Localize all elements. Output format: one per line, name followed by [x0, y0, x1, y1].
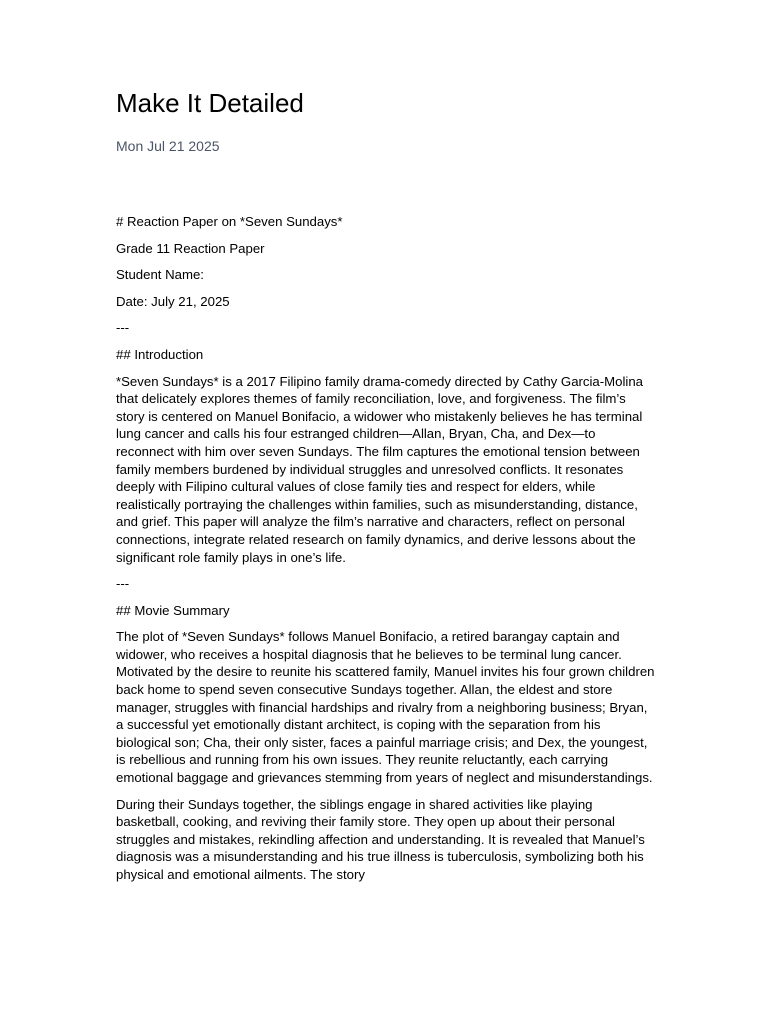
summary-paragraph: The plot of *Seven Sundays* follows Manuel Bonifacio, a retired barangay captain and widower, who receives a hospital diagnosis that he believes to be terminal lung cancer. Motivated by the desire to reunite his scattered family, Manuel invites his four grown children back home to spend seven consecutive Sundays together. Allan, the eldest and store manager, struggles with financial hardships and rivalry from a neighboring business; Bryan, a successful yet emotionally distant architect, is coping with the separation from his biological son; Cha, their only sister, faces a painful marriage crisis; and Dex, the youngest, is rebellious and running from his own issues. They reunite reluctantly, each carrying emotional baggage and grievances stemming from years of neglect and misunderstandings. — [116, 629, 655, 786]
section-heading-introduction: ## Introduction — [116, 346, 204, 362]
document-body — [116, 213, 656, 893]
horizontal-rule-text: --- — [116, 320, 130, 336]
document-title: Make It Detailed — [116, 88, 304, 118]
student-name-line: Student Name: — [116, 267, 204, 283]
horizontal-rule-text: --- — [116, 576, 130, 592]
introduction-paragraph: *Seven Sundays* is a 2017 Filipino family drama-comedy directed by Cathy Garcia-Molina that delicately explores themes of family reconciliation, love, and forgiveness. The film’s story is centered on Manuel Bonifacio, a widower who mistakenly believes he has terminal lung cancer and calls his four estranged children—Allan, Bryan, Cha, and Dex—to reconnect with him over seven Sundays. The film captures the emotional tension between family members burdened by individual struggles and unresolved conflicts. It resonates deeply with Filipino cultural values of close family ties and respect for elders, while realistically portraying the challenges within families, such as misunderstanding, distance, and grief. This paper will analyze the film’s narrative and characters, reflect on personal connections, integrate related research on family dynamics, and derive lessons about the significant role family plays in one’s life. — [116, 373, 644, 565]
paper-grade-line: Grade 11 Reaction Paper — [116, 240, 265, 256]
paper-date-line: Date: July 21, 2025 — [116, 293, 230, 309]
summary-paragraph: During their Sundays together, the siblings engage in shared activities like playing basketball, cooking, and reviving their family store. They open up about their personal struggles and mistakes, rekindling affection and understanding. It is revealed that Manuel’s diagnosis was a misunderstanding and his true illness is tuberculosis, symbolizing both his physical and emotional ailments. The story — [116, 796, 645, 882]
document-date: Mon Jul 21 2025 — [116, 138, 220, 154]
paper-heading: # Reaction Paper on *Seven Sundays* — [116, 214, 343, 229]
section-heading-movie-summary: ## Movie Summary — [116, 602, 230, 618]
